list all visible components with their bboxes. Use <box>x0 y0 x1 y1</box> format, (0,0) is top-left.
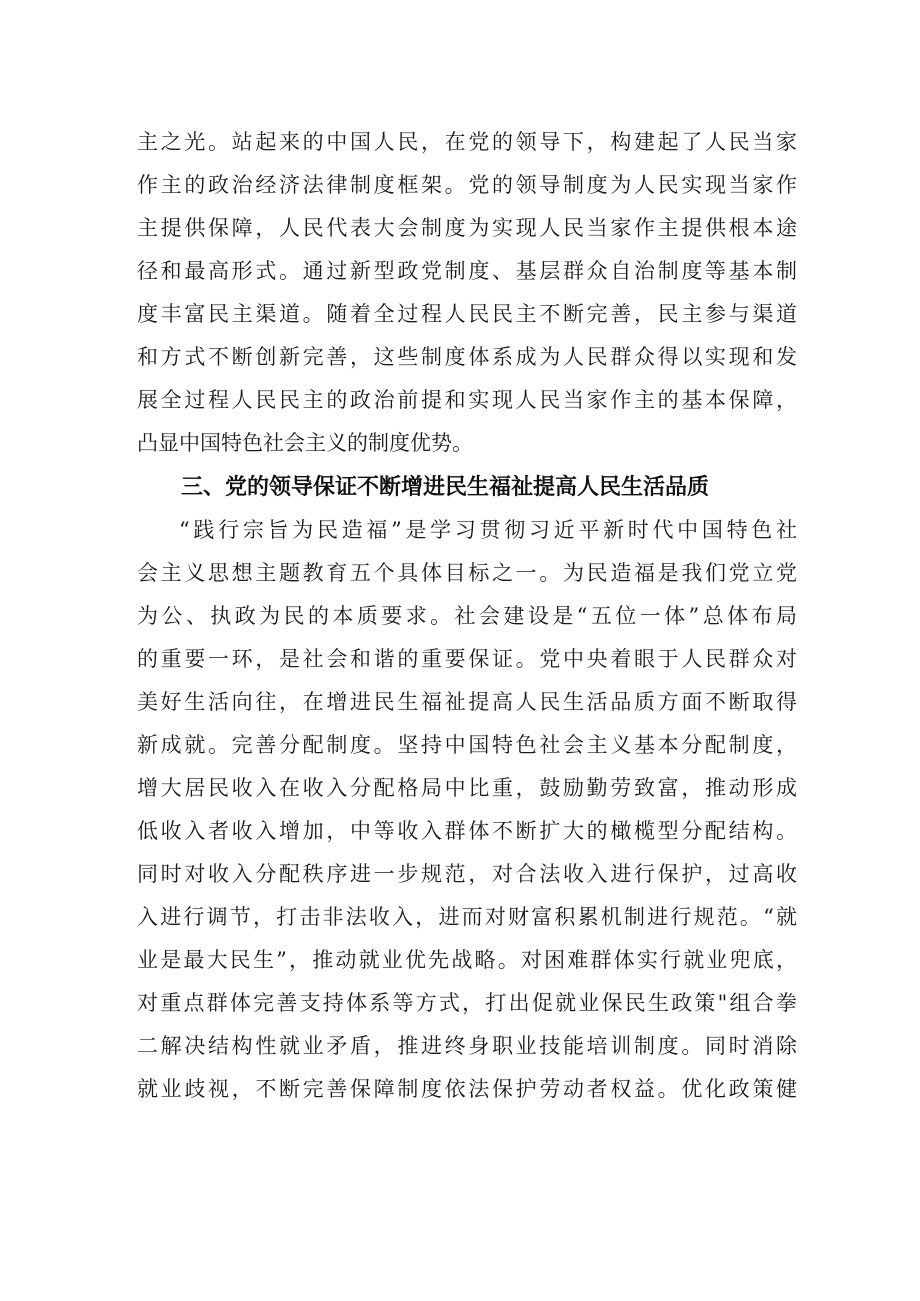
text-line: 业是最大民生”，推动就业优先战略。对困难群体实行就业兜底， <box>137 948 797 972</box>
text-line: 美好生活向往，在增进民生福祉提高人民生活品质方面不断取得 <box>137 690 797 714</box>
text-line: 的重要一环，是社会和谐的重要保证。党中央着眼于人民群众对 <box>137 647 797 671</box>
text-line: 二解决结构性就业矛盾，推进终身职业技能培训制度。同时消除 <box>137 1034 797 1058</box>
text-line: 展全过程人民民主的政治前提和实现人民当家作主的基本保障， <box>137 388 797 412</box>
text-line: 作主的政治经济法律制度框架。党的领导制度为人民实现当家作 <box>137 173 797 197</box>
text-line: 主之光。站起来的中国人民，在党的领导下，构建起了人民当家 <box>137 130 797 154</box>
text-line: 凸显中国特色社会主义的制度优势。 <box>137 431 473 455</box>
text-line: 径和最高形式。通过新型政党制度、基层群众自治制度等基本制 <box>137 259 797 283</box>
text-line: 会主义思想主题教育五个具体目标之一。为民造福是我们党立党 <box>137 561 797 585</box>
text-line: 为公、执政为民的本质要求。社会建设是“五位一体”总体布局 <box>137 604 797 628</box>
text-line: 增大居民收入在收入分配格局中比重，鼓励勤劳致富，推动形成 <box>137 776 797 800</box>
text-line: 入进行调节，打击非法收入，进而对财富积累机制进行规范。“就 <box>137 905 797 929</box>
text-line: 同时对收入分配秩序进一步规范，对合法收入进行保护，过高收 <box>137 862 797 886</box>
text-line: 就业歧视，不断完善保障制度依法保护劳动者权益。优化政策健 <box>137 1077 797 1101</box>
text-line: 新成就。完善分配制度。坚持中国特色社会主义基本分配制度， <box>137 733 797 757</box>
text-line: 度丰富民主渠道。随着全过程人民民主不断完善，民主参与渠道 <box>137 302 797 326</box>
text-line: 主提供保障，人民代表大会制度为实现人民当家作主提供根本途 <box>137 216 797 240</box>
section-heading: 三、党的领导保证不断增进民生福祉提高人民生活品质 <box>181 475 710 500</box>
text-line: 低收入者收入增加，中等收入群体不断扩大的橄榄型分配结构。 <box>137 819 797 843</box>
text-line: “践行宗旨为民造福”是学习贯彻习近平新时代中国特色社 <box>179 518 797 542</box>
text-line: 和方式不断创新完善，这些制度体系成为人民群众得以实现和发 <box>137 345 797 369</box>
text-line: 对重点群体完善支持体系等方式，打出促就业保民生政策"组合拳 <box>137 991 797 1015</box>
